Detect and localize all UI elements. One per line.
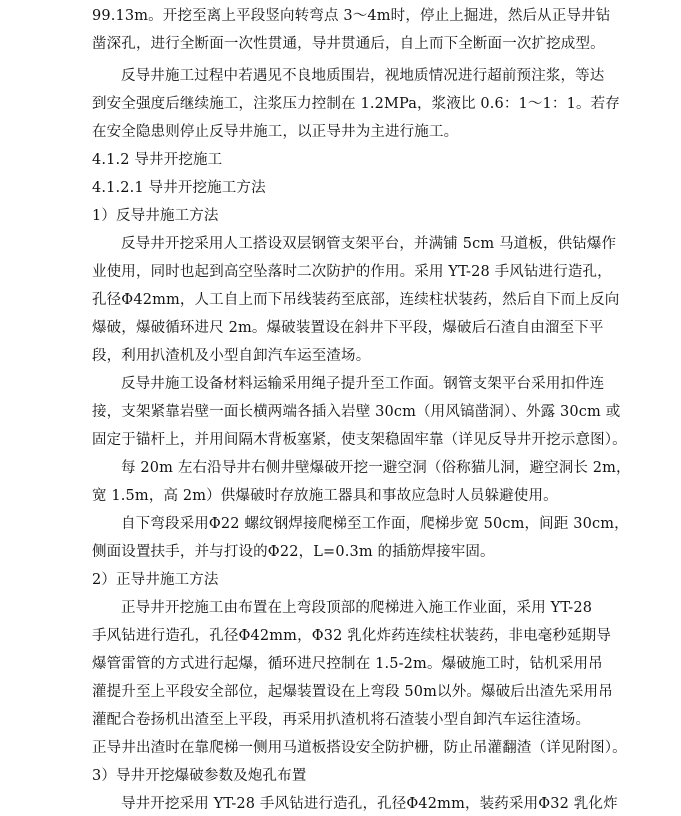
text-line: 灌配合卷扬机出渣至上平段，再采用扒渣机将石渣装小型自卸汽车运往渣场。 — [92, 712, 591, 728]
text-line: 反导井施工过程中若遇见不良地质围岩，视地质情况进行超前预注浆，等达 — [121, 68, 605, 84]
text-line: 在安全隐患则停止反导井施工，以正导井为主进行施工。 — [92, 124, 459, 140]
subsection-heading: 4.1.2.1 导井开挖施工方法 — [92, 180, 266, 196]
text-line: 灌提升至上平段安全部位，起爆装置设在上弯段 50m以外。爆破后出渣先采用吊 — [92, 684, 613, 700]
text-line: 爆破，爆破循环进尺 2m。爆破装置设在斜井下平段，爆破后石渣自由溜至下平 — [92, 320, 604, 336]
text-line: 段，利用扒渣机及小型自卸汽车运至渣场。 — [92, 348, 371, 364]
list-heading: 2）正导井施工方法 — [92, 572, 219, 588]
text-line: 侧面设置扶手，并与打设的Φ22，L=0.3m 的插筋焊接牢固。 — [92, 544, 495, 560]
list-heading: 1）反导井施工方法 — [92, 208, 219, 224]
text-line: 手风钻进行造孔，孔径Φ42mm，Φ32 乳化炸药连续柱状装药，非电毫秒延期导 — [92, 628, 611, 644]
text-line: 正导井出渣时在靠爬梯一侧用马道板搭设安全防护栅，防止吊灌翻渣（详见附图）。 — [92, 740, 627, 756]
text-line: 固定于锚杆上，并用间隔木背板塞紧，使支架稳固牢靠（详见反导井开挖示意图）。 — [92, 432, 627, 448]
text-line: 导井开挖采用 YT-28 手风钻进行造孔，孔径Φ42mm，装药采用Φ32 乳化炸 — [121, 796, 618, 812]
section-heading: 4.1.2 导井开挖施工 — [92, 152, 223, 168]
text-line: 自下弯段采用Φ22 螺纹钢焊接爬梯至工作面，爬梯步宽 50cm，间距 30cm， — [121, 516, 629, 532]
text-line: 宽 1.5m，高 2m）供爆破时存放施工器具和事故应急时人员躲避使用。 — [92, 488, 558, 504]
text-line: 接，支架紧靠岩壁一面长横两端各插入岩壁 30cm（用风镐凿洞）、外露 30cm 或 — [92, 404, 621, 420]
text-line: 凿深孔，进行全断面一次性贯通，导井贯通后，自上而下全断面一次扩挖成型。 — [92, 36, 605, 52]
text-line: 反导井施工设备材料运输采用绳子提升至工作面。钢管支架平台采用扣件连 — [121, 376, 605, 392]
text-line: 正导井开挖施工由布置在上弯段顶部的爬梯进入施工作业面，采用 YT-28 — [121, 600, 593, 616]
text-line: 孔径Φ42mm，人工自上而下吊线装药至底部，连续柱状装药，然后自下而上反向 — [92, 292, 620, 308]
list-heading: 3）导井开挖爆破参数及炮孔布置 — [92, 768, 307, 784]
text-line: 业使用，同时也起到高空坠落时二次防护的作用。采用 YT-28 手风钻进行造孔， — [92, 264, 612, 280]
text-line: 每 20m 左右沿导井右侧井壁爆破开挖一避空洞（俗称猫儿洞，避空洞长 2m， — [121, 460, 631, 476]
text-line: 到安全强度后继续施工，注浆压力控制在 1.2MPa，浆液比 0.6：1～1：1。若存 — [92, 96, 620, 112]
text-line: 爆管雷管的方式进行起爆，循环进尺控制在 1.5-2m。爆破施工时，钻机采用吊 — [92, 656, 603, 672]
text-line: 反导井开挖采用人工搭设双层钢管支架平台，并满铺 5cm 马道板，供钻爆作 — [121, 236, 617, 252]
text-line: 99.13m。开挖至离上平段竖向转弯点 3～4m时，停止上掘进，然后从正导井钻 — [92, 8, 611, 24]
